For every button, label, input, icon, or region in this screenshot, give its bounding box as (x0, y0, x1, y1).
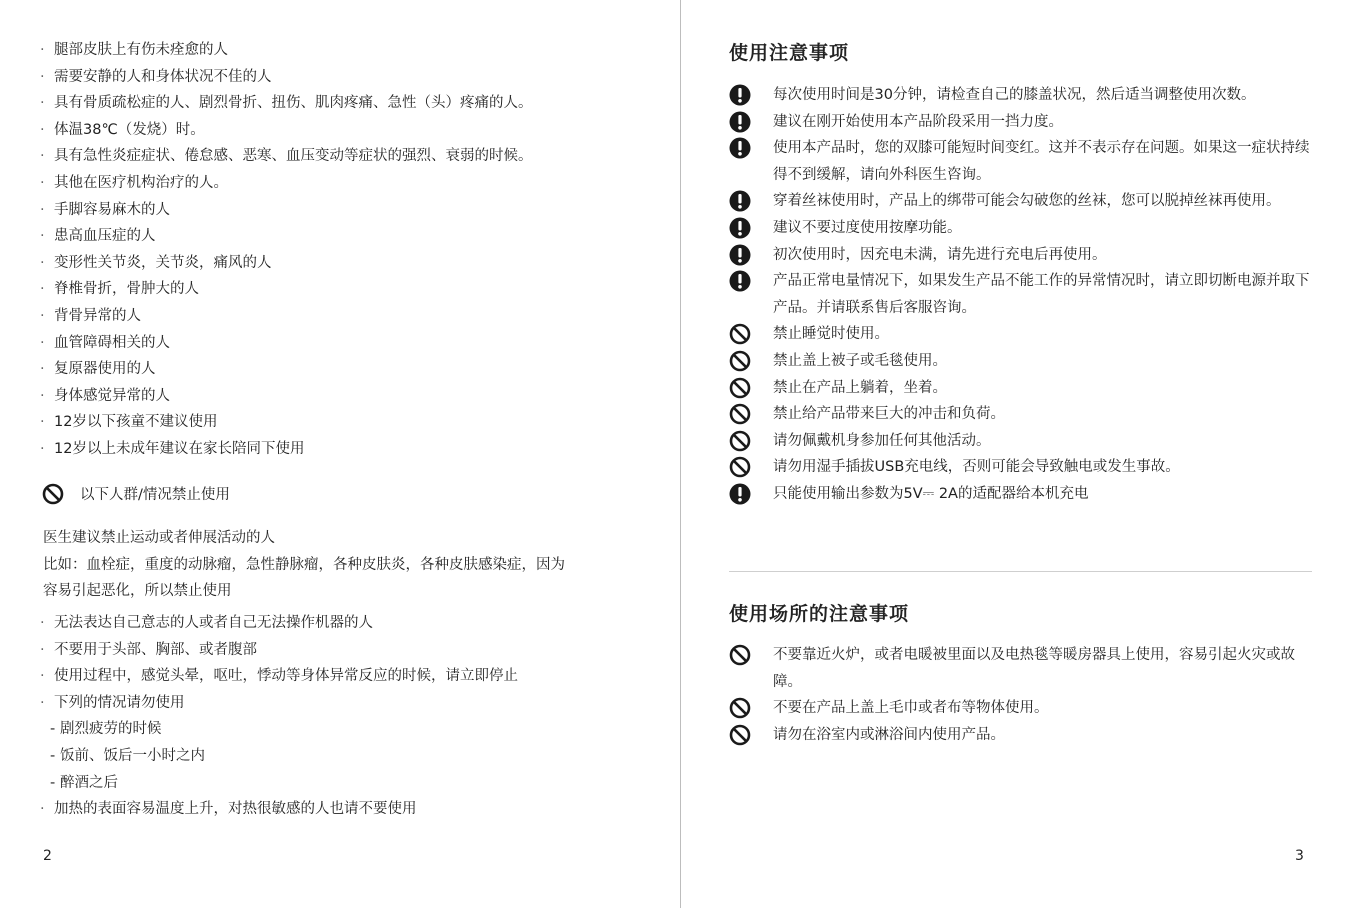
list-item (40, 64, 533, 91)
list-item-text: 身体感觉异常的人 (54, 387, 170, 404)
list-item-text: 其他在医疗机构治疗的人。 (54, 174, 228, 191)
list-item (40, 356, 533, 383)
bullet: · (40, 281, 45, 298)
list-item-text: 不要用于头部、胸部、或者腹部 (54, 641, 257, 658)
location-precautions-title: 使用场所的注意事项 (729, 603, 910, 625)
bullet: · (40, 361, 45, 378)
precaution-text: 请勿在浴室内或淋浴间内使用产品。 (773, 726, 1005, 743)
prohibited-icon (729, 697, 751, 719)
list-item-text: 血管障碍相关的人 (54, 334, 170, 351)
bullet: · (40, 121, 45, 138)
prohibited-icon (729, 430, 751, 452)
precaution-item (729, 401, 1319, 428)
precaution-item (729, 109, 1319, 136)
prohibited-icon (729, 644, 751, 666)
precaution-text: 不要在产品上盖上毛巾或者布等物体使用。 (773, 700, 1049, 717)
right-page (681, 0, 1361, 908)
list-item-text: 具有急性炎症症状、倦怠感、恶寒、血压变动等症状的强烈、衰弱的时候。 (54, 148, 533, 165)
precaution-text: 禁止给产品带来巨大的冲击和负荷。 (773, 406, 1005, 423)
warning-icon (729, 84, 751, 106)
precaution-text: 禁止盖上被子或毛毯使用。 (773, 352, 947, 369)
usage-precautions-list (729, 82, 1319, 508)
precaution-text: 不要靠近火炉，或者电暖被里面以及电热毯等暖房器具上使用，容易引起火灾或故障。 (773, 647, 1295, 690)
warning-icon (729, 190, 751, 212)
precaution-item (729, 428, 1319, 455)
warning-icon (729, 270, 751, 292)
list-item (40, 796, 518, 823)
prohibition-list (40, 610, 518, 823)
list-item-text: 醉酒之后 (60, 774, 118, 791)
precaution-text: 禁止在产品上躺着，坐着。 (773, 379, 947, 396)
precaution-item (729, 348, 1319, 375)
list-item-text: 加热的表面容易温度上升，对热很敏感的人也请不要使用 (54, 801, 417, 818)
precaution-item (729, 135, 1319, 188)
list-item (40, 409, 533, 436)
precaution-item (729, 268, 1319, 321)
precaution-item (729, 454, 1319, 481)
list-item (40, 330, 533, 357)
list-item (40, 276, 533, 303)
list-item-text: 12岁以下孩童不建议使用 (54, 414, 218, 431)
list-item-text: 腿部皮肤上有伤未痊愈的人 (54, 42, 228, 58)
precaution-text: 建议不要过度使用按摩功能。 (773, 219, 962, 236)
bullet: · (40, 42, 45, 58)
list-item (40, 770, 518, 797)
list-item (40, 117, 533, 144)
bullet: · (40, 668, 45, 685)
left-page (0, 0, 680, 908)
warning-icon (729, 217, 751, 239)
precaution-item (729, 375, 1319, 402)
bullet: · (40, 148, 45, 165)
warning-icon (729, 483, 751, 505)
page-number-right: 3 (1295, 848, 1304, 864)
bullet: · (40, 68, 45, 85)
precaution-text: 产品正常电量情况下，如果发生产品不能工作的异常情况时，请立即切断电源并取下产品。并请联系售后客服咨询。 (773, 273, 1310, 316)
bullet: · (40, 615, 45, 631)
sub-bullet: - (50, 747, 56, 764)
location-precautions-list (729, 642, 1319, 748)
precaution-item (729, 642, 1319, 695)
prohibited-icon (42, 483, 64, 505)
bullet: · (40, 414, 45, 431)
bullet: · (40, 387, 45, 404)
list-item-text: 下列的情况请勿使用 (54, 694, 185, 711)
list-item (40, 690, 518, 717)
list-item-text: 具有骨质疏松症的人、剧烈骨折、扭伤、肌肉疼痛、急性（头）疼痛的人。 (54, 95, 533, 112)
list-item-text: 12岁以上未成年建议在家长陪同下使用 (54, 440, 305, 457)
bullet: · (40, 95, 45, 112)
prohibited-icon (729, 724, 751, 746)
list-item-text: 变形性关节炎，关节炎，痛风的人 (54, 254, 272, 271)
precaution-text: 穿着丝袜使用时，产品上的绑带可能会勾破您的丝袜，您可以脱掉丝袜再使用。 (773, 193, 1281, 210)
list-item (40, 303, 533, 330)
precaution-item (729, 242, 1319, 269)
warning-icon (729, 137, 751, 159)
usage-precautions-title: 使用注意事项 (729, 42, 850, 64)
list-item (40, 716, 518, 743)
list-item (40, 610, 518, 637)
precaution-item (729, 215, 1319, 242)
prohibited-icon (729, 377, 751, 399)
list-item (40, 170, 533, 197)
list-item-text: 体温38℃（发烧）时。 (54, 121, 205, 138)
prohibited-icon (729, 350, 751, 372)
warning-icon (729, 111, 751, 133)
precaution-text: 只能使用输出参数为5V⎓ 2A的适配器给本机充电 (773, 485, 1089, 502)
sub-bullet: - (50, 721, 56, 738)
bullet: · (40, 307, 45, 324)
precaution-text: 使用本产品时，您的双膝可能短时间变红。这并不表示存在问题。如果这一症状持续得不到缓解，请向外科医生咨询。 (773, 140, 1310, 183)
bullet: · (40, 174, 45, 191)
precaution-text: 每次使用时间是30分钟，请检查自己的膝盖状况，然后适当调整使用次数。 (773, 87, 1256, 103)
bullet: · (40, 694, 45, 711)
forbid-heading-text: 以下人群/情况禁止使用 (80, 487, 230, 503)
list-item (40, 383, 533, 410)
list-item-text: 使用过程中，感觉头晕，呕吐，悸动等身体异常反应的时候，请立即停止 (54, 668, 518, 685)
list-item (40, 250, 533, 277)
precaution-text: 建议在刚开始使用本产品阶段采用一挡力度。 (773, 113, 1063, 130)
bullet: · (40, 440, 45, 457)
bullet: · (40, 801, 45, 818)
bullet: · (40, 254, 45, 271)
precaution-text: 请勿用湿手插拔USB充电线，否则可能会导致触电或发生事故。 (773, 459, 1180, 476)
bullet: · (40, 641, 45, 658)
list-item-text: 脊椎骨折，骨肿大的人 (54, 281, 199, 298)
list-item (40, 436, 533, 463)
list-item (40, 37, 533, 64)
precaution-item (729, 722, 1319, 749)
list-item-text: 无法表达自己意志的人或者自己无法操作机器的人 (54, 615, 373, 631)
page-number-left: 2 (43, 848, 52, 864)
example-line-1: 比如：血栓症，重度的动脉瘤，急性静脉瘤，各种皮肤炎，各种皮肤感染症，因为 (43, 557, 565, 573)
prohibited-icon (729, 456, 751, 478)
list-item-text: 剧烈疲劳的时候 (60, 721, 162, 738)
list-item (40, 637, 518, 664)
warning-icon (729, 244, 751, 266)
section-divider (729, 571, 1312, 572)
precaution-text: 初次使用时，因充电未满，请先进行充电后再使用。 (773, 246, 1107, 263)
precaution-item (729, 695, 1319, 722)
list-item (40, 197, 533, 224)
precaution-item (729, 188, 1319, 215)
bullet: · (40, 334, 45, 351)
list-item-text: 饭前、饭后一小时之内 (60, 747, 205, 764)
list-item (40, 143, 533, 170)
list-item-text: 复原器使用的人 (54, 361, 156, 378)
list-item (40, 663, 518, 690)
list-item (40, 90, 533, 117)
precaution-text: 请勿佩戴机身参加任何其他活动。 (773, 432, 991, 449)
doctor-advice-line: 医生建议禁止运动或者伸展活动的人 (43, 530, 275, 546)
precaution-text: 禁止睡觉时使用。 (773, 326, 889, 343)
prohibited-icon (729, 403, 751, 425)
list-item-text: 手脚容易麻木的人 (54, 201, 170, 218)
list-item-text: 患高血压症的人 (54, 228, 156, 245)
list-item (40, 223, 533, 250)
prohibited-icon (729, 323, 751, 345)
bullet: · (40, 201, 45, 218)
bullet: · (40, 228, 45, 245)
list-item-text: 背骨异常的人 (54, 307, 141, 324)
example-line-2: 容易引起恶化，所以禁止使用 (43, 583, 232, 599)
precaution-item (729, 481, 1319, 508)
precaution-item (729, 321, 1319, 348)
sub-bullet: - (50, 774, 56, 791)
precaution-item (729, 82, 1319, 109)
list-item (40, 743, 518, 770)
list-item-text: 需要安静的人和身体状况不佳的人 (54, 68, 272, 85)
contraindication-list (40, 37, 533, 463)
